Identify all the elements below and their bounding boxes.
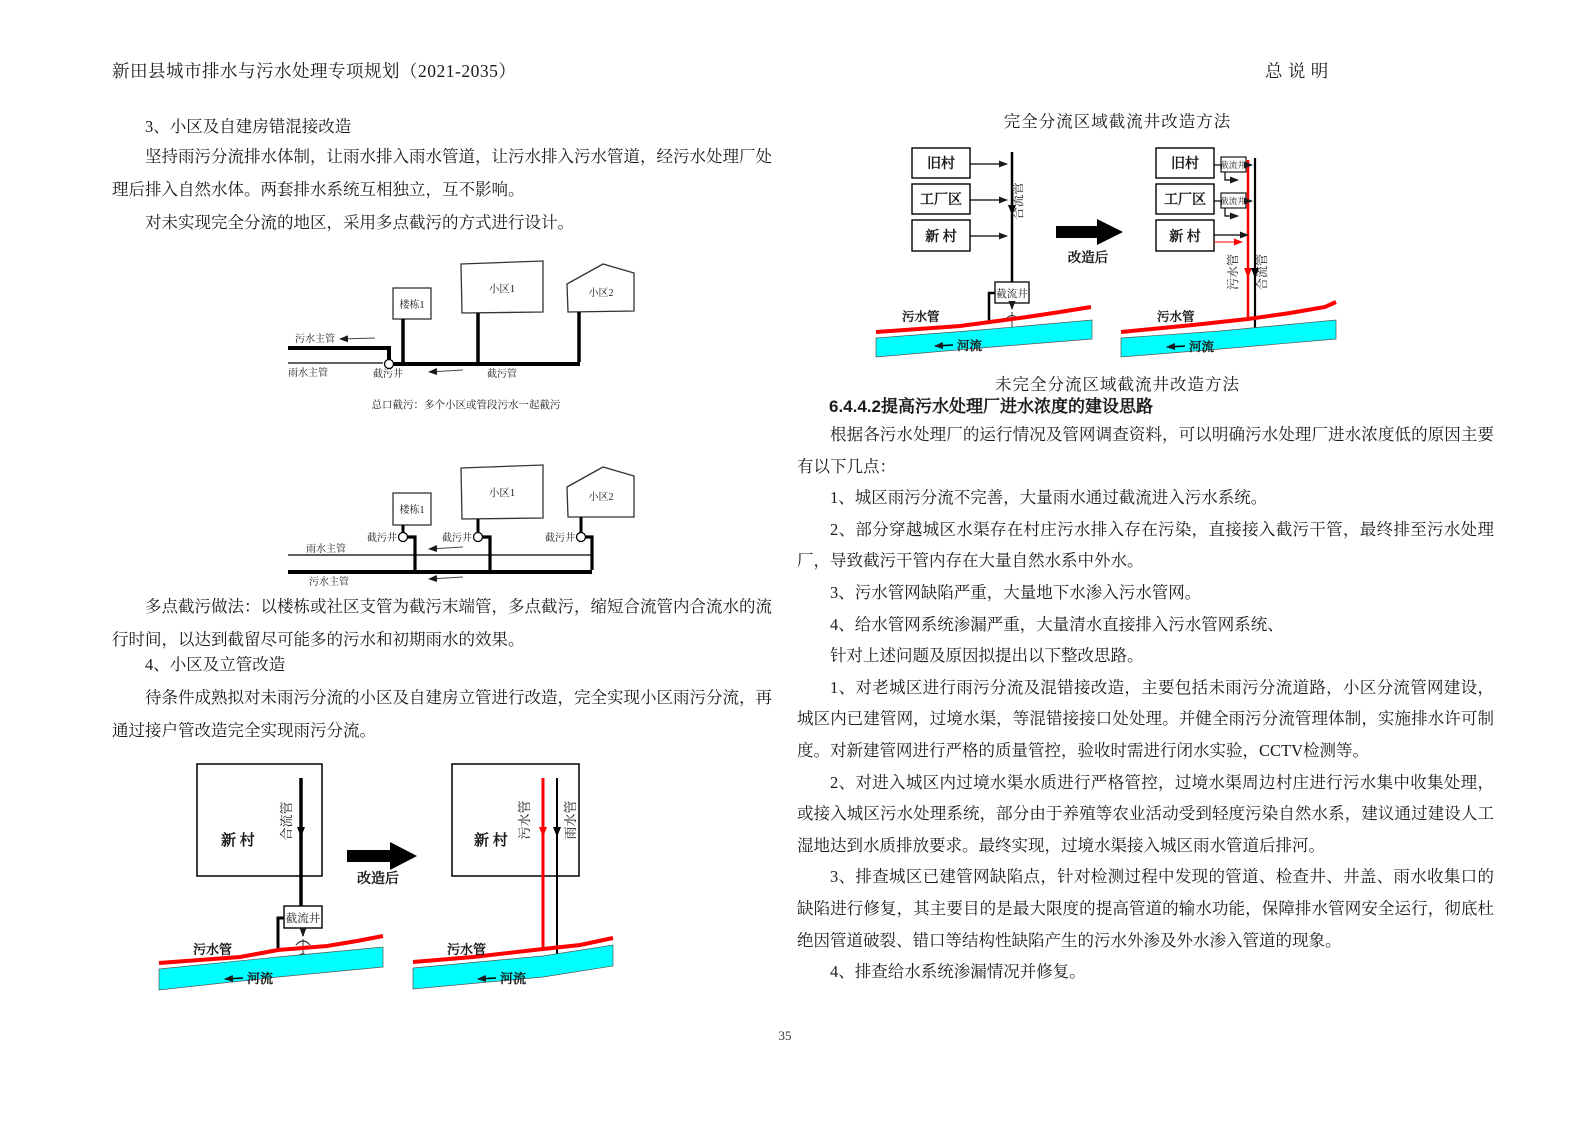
well-label: 截污井 bbox=[373, 369, 403, 380]
intercept-well-label: 截流井 bbox=[285, 913, 321, 925]
combined-pipe-label: 合流管 bbox=[279, 801, 294, 841]
rain-main-label: 雨水主管 bbox=[288, 368, 328, 379]
sewage-pipe-label-after: 污水管 bbox=[447, 942, 487, 957]
village-box-before bbox=[197, 764, 322, 876]
village-box-after bbox=[452, 764, 579, 876]
community2-label: 小区2 bbox=[588, 288, 614, 299]
old-village-label-before: 旧村 bbox=[927, 157, 955, 172]
para-transition: 针对上述问题及原因拟提出以下整改思路。 bbox=[830, 646, 1144, 666]
after-renovation-label: 改造后 bbox=[357, 872, 399, 887]
sewage-riser-label-after: 污水管 bbox=[1226, 253, 1240, 291]
old-village-label-after: 旧村 bbox=[1171, 157, 1199, 172]
new-village-label-after: 新 村 bbox=[1169, 230, 1201, 245]
well2-label-after: 截流井 bbox=[1220, 196, 1246, 206]
sewage-main-pipe bbox=[288, 348, 389, 360]
sewage-pipe-label-before: 污水管 bbox=[193, 942, 233, 957]
header-title: 新田县城市排水与污水处理专项规划（2021-2035） bbox=[112, 61, 517, 81]
well1-label-after: 截流井 bbox=[1220, 160, 1246, 170]
page-number: 35 bbox=[778, 1028, 792, 1043]
para-intro: 根据各污水处理厂的运行情况及管网调查资料，可以明确污水处理厂进水浓度低的原因主要有以下几点： bbox=[797, 425, 1494, 476]
header-section-label: 总 说 明 bbox=[1265, 61, 1329, 81]
well3-node bbox=[577, 533, 586, 542]
river-flow-arrow-after bbox=[1167, 346, 1185, 347]
intercept-pipe-label: 截污管 bbox=[487, 369, 517, 380]
well2-elbow-pipe bbox=[481, 537, 490, 570]
well2-to-sewage-elbow bbox=[1225, 208, 1238, 216]
building1-label: 楼栋1 bbox=[399, 505, 425, 516]
sewage-main-label: 污水主管 bbox=[295, 334, 335, 345]
para-riser-renovation: 待条件成熟拟对未雨污分流的小区及自建房立管进行改造，完全实现小区雨污分流，再通过接户管改造完全实现雨污分流。 bbox=[112, 688, 772, 740]
reason-2: 2、部分穿越城区水渠存在村庄污水排入存在污染，直接接入截污干管，最终排至污水处理厂，导致截污干管内存在大量自然水系中外水。 bbox=[797, 519, 1494, 571]
para-multipoint-design: 对未实现完全分流的地区，采用多点截污的方式进行设计。 bbox=[145, 213, 574, 232]
river-flow-arrow-after bbox=[478, 978, 496, 979]
community2-label: 小区2 bbox=[588, 492, 614, 503]
new-village-label-before: 新 村 bbox=[925, 230, 957, 245]
reason-3: 3、污水管网缺陷严重，大量地下水渗入污水管网。 bbox=[830, 582, 1202, 602]
left-para-1-block bbox=[112, 140, 772, 206]
diagram-village-renovation bbox=[155, 755, 795, 1000]
river-flow-arrow-before bbox=[935, 345, 953, 346]
river-label-after: 河流 bbox=[1189, 340, 1215, 354]
diagram-multipoint-interception bbox=[270, 452, 770, 592]
para-rain-sewage-separation: 坚持雨污分流排水体制，让雨水排入雨水管道，让污水排入污水管道，经污水处理厂处理后排入自然水体。两套排水系统互相独立，互不影响。 bbox=[112, 147, 772, 199]
combined-pipe-label-before: 合流管 bbox=[1011, 182, 1025, 220]
para-multipoint-method: 多点截污做法：以楼栋或社区支管为截污末端管，多点截污，缩短合流管内合流水的流行时间，以达到截留尽可能多的污水和初期雨水的效果。 bbox=[112, 597, 772, 649]
measure-4: 4、排查给水系统渗漏情况并修复。 bbox=[830, 962, 1086, 982]
diagram-interception-well-renovation bbox=[860, 135, 1500, 370]
well3-elbow-pipe bbox=[584, 537, 592, 570]
well2-label: 截污井 bbox=[442, 533, 472, 544]
rain-main-label: 雨水主管 bbox=[306, 544, 346, 555]
measure-1: 1、对老城区进行雨污分流及混错接改造，主要包括未雨污分流道路，小区分流管网建设，城区内已建管网，过境水渠，等混错接接口处处理。并健全雨污分流管理体制，实施排水许可制度。对新建管网进行严格的质量管控，验收时需进行闭水实验，CCTV检测等。 bbox=[797, 677, 1494, 760]
building1-label: 楼栋1 bbox=[399, 300, 425, 311]
well1-to-sewage-elbow bbox=[1225, 172, 1238, 180]
diagram-separated-caption: 未完全分流区域截流井改造方法 bbox=[995, 375, 1240, 394]
sewage-main-label: 污水主管 bbox=[309, 577, 349, 588]
well1-elbow-pipe bbox=[406, 537, 415, 570]
river-label-after: 河流 bbox=[500, 971, 527, 986]
river-flow-arrow-before bbox=[225, 978, 243, 979]
renovation-arrow bbox=[1056, 219, 1123, 245]
river-after bbox=[1121, 320, 1336, 357]
measure-2: 2、对进入城区内过境水渠水质进行严格管控，过境水渠周边村庄进行污水集中收集处理，或接入城区污水处理系统，部分由于养殖等农业活动受到轻度污染自然水系，建议通过建设人工湿地达到水质排放要求。最终实现，过境水渠接入城区雨水管道后排河。 bbox=[797, 772, 1494, 855]
sewage-riser-label: 污水管 bbox=[517, 800, 532, 840]
well-to-sewage-elbow-before bbox=[989, 293, 995, 323]
after-renovation-label: 改造后 bbox=[1067, 250, 1109, 265]
river-label-before: 河流 bbox=[957, 339, 983, 353]
flow-arrow-left-bottom bbox=[429, 577, 463, 579]
well1-node bbox=[399, 533, 408, 542]
renovation-arrow bbox=[347, 842, 417, 870]
village-label-before: 新 村 bbox=[221, 833, 255, 849]
well2-node bbox=[474, 533, 483, 542]
intercept-well-node bbox=[385, 360, 394, 369]
community1-label: 小区1 bbox=[488, 488, 516, 499]
flow-arrow-left-top bbox=[429, 547, 463, 549]
well-to-sewage-elbow bbox=[278, 918, 284, 950]
community1-label: 小区1 bbox=[488, 284, 516, 295]
heading-riser-renovation: 4、小区及立管改造 bbox=[145, 655, 286, 674]
river-label-before: 河流 bbox=[247, 971, 274, 986]
reason-1: 1、城区雨污分流不完善，大量雨水通过截流进入污水系统。 bbox=[830, 488, 1268, 508]
reason-4: 4、给水管网系统渗漏严重，大量清水直接排入污水管网系统、 bbox=[830, 614, 1284, 634]
left-para-4-block bbox=[112, 681, 772, 747]
well3-label: 截污井 bbox=[545, 533, 575, 544]
sewage-flow-arrow-after bbox=[1244, 268, 1252, 278]
left-para-2-block bbox=[112, 206, 772, 239]
left-para-3-block bbox=[112, 590, 772, 656]
factory-label-after: 工厂区 bbox=[1164, 193, 1206, 208]
sewage-pipe-label-before: 污水管 bbox=[902, 310, 940, 324]
heading-inflow-concentration: 6.4.4.2提高污水处理厂进水浓度的建设思路 bbox=[829, 397, 1153, 416]
flow-arrow-left-mid bbox=[429, 370, 463, 372]
combined-riser-label-after: 合流管 bbox=[1255, 253, 1269, 291]
factory-label-before: 工厂区 bbox=[920, 193, 962, 208]
right-heading-6442-block bbox=[795, 391, 1492, 423]
rain-riser-label: 雨水管 bbox=[563, 800, 578, 840]
diagram1-caption: 总口截污：多个小区或管段污水一起截污 bbox=[371, 400, 561, 411]
diagram-separated-title: 完全分流区域截流井改造方法 bbox=[1003, 112, 1232, 131]
sewage-pipe-label-after: 污水管 bbox=[1157, 310, 1195, 324]
river-before bbox=[876, 320, 1092, 357]
measure-3: 3、排查城区已建管网缺陷点，针对检测过程中发现的管道、检查井、井盖、雨水收集口的缺陷进行修复，其主要目的是最大限度的提高管道的输水功能，保障排水管网安全运行，彻底杜绝因管道破裂、错口等结构性缺陷产生的污水外渗及外水渗入管道的现象。 bbox=[797, 867, 1494, 950]
diagram-main-outlet-interception bbox=[270, 246, 770, 421]
heading-misconnection: 3、小区及自建房错混接改造 bbox=[145, 117, 352, 136]
well1-label: 截污井 bbox=[367, 533, 397, 544]
village-label-after: 新 村 bbox=[474, 833, 508, 849]
left-heading-3 bbox=[112, 110, 772, 143]
right-text-block bbox=[797, 419, 1494, 988]
intercept-well-label-before: 截流井 bbox=[996, 289, 1028, 300]
left-heading-4 bbox=[112, 648, 772, 681]
flow-arrow-left-top bbox=[340, 338, 375, 339]
